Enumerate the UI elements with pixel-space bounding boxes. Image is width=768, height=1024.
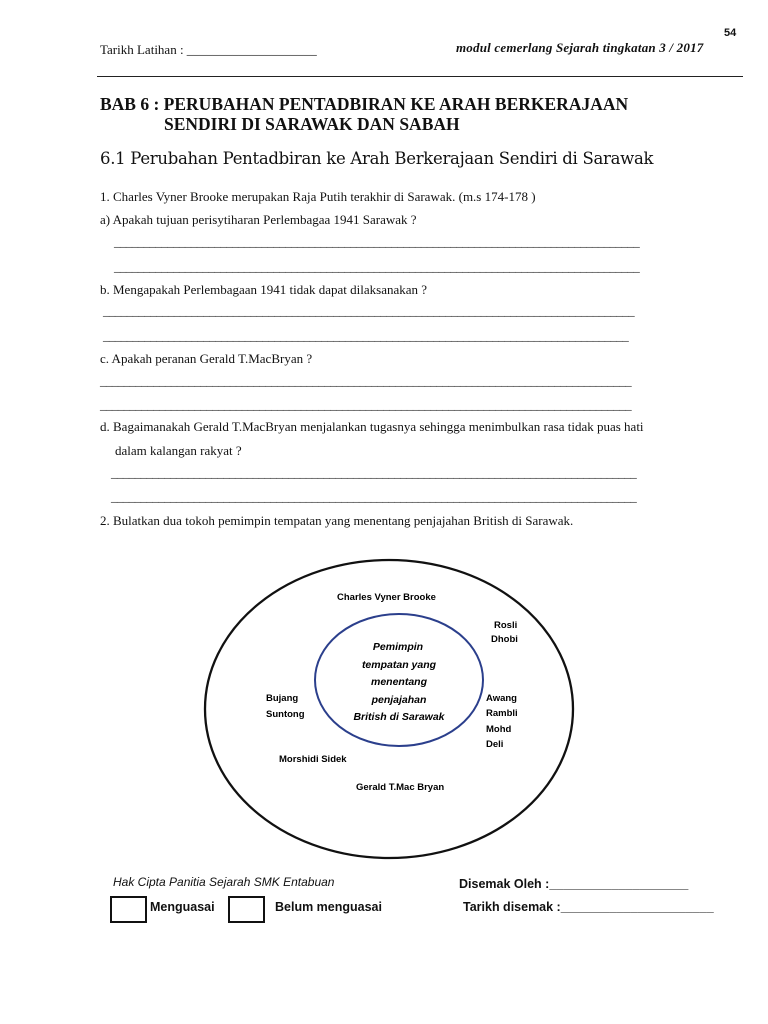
center-label-line2: tempatan yang: [361, 659, 437, 671]
name-awang-rambli-line1[interactable]: Awang: [486, 693, 517, 704]
name-awang-rambli-line3[interactable]: Mohd: [486, 724, 512, 735]
question-2: 2. Bulatkan dua tokoh pemimpin tempatan yang menentang penjajahan British di Sarawak.: [100, 513, 574, 528]
name-charles-vyner-brooke[interactable]: Charles Vyner Brooke: [337, 592, 436, 603]
chapter-title-line2: SENDIRI DI SARAWAK DAN SABAH: [164, 114, 460, 134]
answer-line-b1[interactable]: __________________________________________________________________________________________: [103, 303, 635, 318]
mastered-label: Menguasai: [150, 900, 215, 914]
chapter-title-line1: BAB 6 : PERUBAHAN PENTADBIRAN KE ARAH BERKERAJAAN: [100, 94, 629, 114]
not-mastered-label: Belum menguasai: [275, 900, 382, 914]
question-1b: b. Mengapakah Perlembagaan 1941 tidak dapat dilaksanakan ?: [100, 282, 428, 297]
not-mastered-checkbox[interactable]: [228, 896, 265, 923]
answer-line-c1[interactable]: __________________________________________________________________________________________: [100, 373, 632, 388]
question-1c: c. Apakah peranan Gerald T.MacBryan ?: [100, 351, 313, 366]
answer-line-a2[interactable]: _________________________________________________________________________________________: [114, 259, 640, 274]
answer-line-a1[interactable]: _________________________________________________________________________________________: [114, 234, 640, 249]
answer-line-c2[interactable]: __________________________________________________________________________________________: [100, 397, 632, 412]
name-morshidi-sidek[interactable]: Morshidi Sidek: [279, 754, 347, 765]
center-label-line5: British di Sarawak: [353, 711, 445, 723]
name-rosli-dhobi-line1[interactable]: Rosli: [494, 620, 518, 631]
name-bujang-suntong-line2[interactable]: Suntong: [266, 709, 305, 720]
answer-line-b2[interactable]: _________________________________________________________________________________________: [103, 328, 629, 343]
copyright-notice: Hak Cipta Panitia Sejarah SMK Entabuan: [113, 875, 335, 889]
answer-line-d1[interactable]: _________________________________________________________________________________________: [111, 465, 637, 480]
check-date-field[interactable]: Tarikh disemak :______________________: [463, 900, 714, 914]
checked-by-field[interactable]: Disemak Oleh :____________________: [459, 877, 689, 891]
exercise-date-label: Tarikh Latihan : ____________________: [100, 42, 317, 57]
center-label-line3: menentang: [370, 676, 428, 688]
center-label-line4: penjajahan: [371, 694, 427, 706]
center-label-line1: Pemimpin: [372, 641, 424, 653]
question-1d-line1: d. Bagaimanakah Gerald T.MacBryan menjalankan tugasnya sehingga menimbulkan rasa tidak puas hati: [100, 419, 644, 434]
mastered-checkbox[interactable]: [110, 896, 147, 923]
section-title: 6.1 Perubahan Pentadbiran ke Arah Berkerajaan Sendiri di Sarawak: [100, 149, 654, 168]
question-1-intro: 1. Charles Vyner Brooke merupakan Raja Putih terakhir di Sarawak. (m.s 174-178 ): [100, 189, 536, 204]
page-number: 54: [724, 27, 737, 39]
name-rosli-dhobi-line2[interactable]: Dhobi: [491, 634, 518, 645]
outer-circle: [205, 560, 573, 858]
answer-line-d2[interactable]: _________________________________________________________________________________________: [111, 489, 637, 504]
question-1d-line2: dalam kalangan rakyat ?: [115, 443, 242, 458]
name-awang-rambli-line4[interactable]: Deli: [486, 739, 504, 750]
name-gerald-macbryan[interactable]: Gerald T.Mac Bryan: [356, 782, 445, 793]
module-title: modul cemerlang Sejarah tingkatan 3 / 2017: [456, 40, 704, 55]
name-bujang-suntong-line1[interactable]: Bujang: [266, 693, 299, 704]
name-awang-rambli-line2[interactable]: Rambli: [486, 708, 518, 719]
question-1a: a) Apakah tujuan perisytiharan Perlembagaa 1941 Sarawak ?: [100, 212, 417, 227]
